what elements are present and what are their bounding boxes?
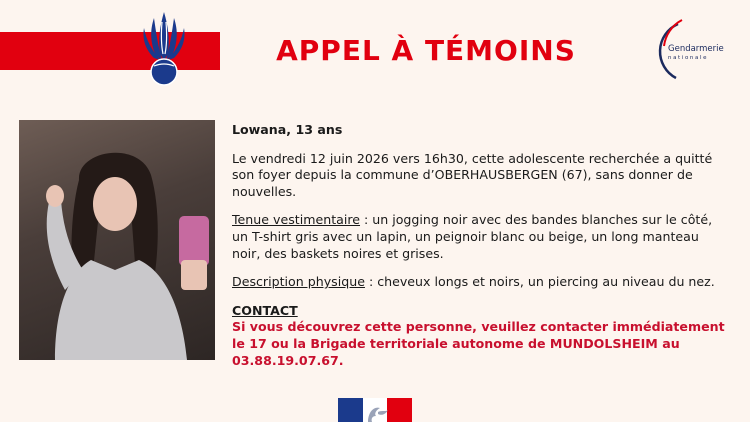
photo-placeholder-icon (19, 120, 215, 360)
page-title: APPEL À TÉMOINS (276, 33, 576, 67)
description-label: Description physique (232, 274, 365, 290)
marianne-flag-icon (338, 398, 412, 422)
clothing-text: : un jogging noir avec des bandes blanches sur le côté, un T-shirt gris avec un lapin, un peignoir blanc ou beige, un long manteau noir, des baskets noires et grises. (232, 212, 713, 261)
notice-body (232, 122, 730, 369)
clothing-paragraph (232, 212, 730, 262)
logo-line-2: nationale (668, 55, 709, 61)
grenade-emblem-icon (136, 8, 192, 90)
clothing-label: Tenue vestimentaire (232, 212, 361, 228)
disappearance-text: Le vendredi 12 juin 2026 vers 16h30, cette adolescente recherchée a quitté son foyer depuis la commune d’OBERHAUSBERGEN (67), sans donner de nouvelles. (232, 150, 713, 199)
logo-line-1: Gendarmerie (668, 44, 724, 54)
contact-heading: CONTACT (232, 302, 298, 318)
description-paragraph (232, 274, 730, 291)
description-text: : cheveux longs et noirs, un piercing au niveau du nez. (364, 274, 715, 290)
contact-section (232, 303, 730, 369)
contact-text: Si vous découvrez cette personne, veuillez contacter immédiatement le 17 ou la Brigade territoriale autonome de MUNDOLSHEIM au 03.88.19.07.67. (232, 319, 725, 368)
missing-person-photo (19, 120, 215, 360)
gendarmerie-logo-text (668, 44, 748, 61)
person-name-age: Lowana, 13 ans (232, 122, 343, 137)
